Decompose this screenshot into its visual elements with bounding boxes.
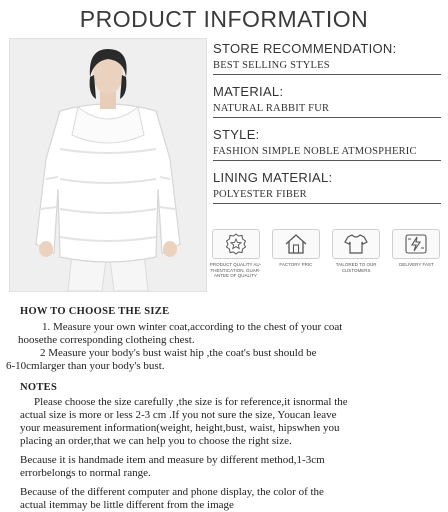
badge-factory-price: [268, 229, 323, 285]
size-guide-line: hoosethe corresponding clotheing chest.: [18, 334, 195, 346]
feature-badges: [208, 229, 444, 285]
shirt-icon: [344, 233, 368, 255]
notes-line: Because of the different computer and phone display, the color of the: [20, 486, 324, 498]
info-label: STORE RECOMMENDATION:: [213, 41, 397, 56]
page-title: PRODUCT INFORMATION: [79, 6, 369, 32]
product-info-list: [213, 40, 441, 212]
info-style: [213, 126, 441, 161]
info-label: STYLE:: [213, 127, 260, 142]
size-guide-line: 6-10cmlarger than your body's bust.: [6, 360, 165, 372]
model-wearing-fur-coat-image: [10, 39, 206, 291]
info-value: FASHION SIMPLE NOBLE ATMOSPHERIC: [213, 144, 441, 161]
notes-line: Please choose the size carefully ,the size is for reference,it isnormal the: [34, 396, 348, 408]
badge-delivery: [389, 229, 444, 285]
badge-tailored: [329, 229, 384, 285]
product-photo: [9, 38, 207, 292]
badge-label: TAILORED TO OUR CUSTOMERS: [335, 262, 377, 273]
star-seal-icon: [225, 233, 247, 255]
notes-title: NOTES: [20, 382, 58, 393]
size-guide-section: [6, 305, 444, 373]
notes-line: actual itemmay be little different from the image: [20, 499, 234, 511]
badge-label: PRODUCT QUALITY AU-THENTICATION. GUAR-ANTEE OF QUALITY: [209, 262, 262, 278]
notes-line: placing an order,that we can help you to choose the right size.: [20, 435, 292, 447]
size-guide-line: 2 Measure your body's bust waist hip ,the coat's bust should be: [40, 347, 317, 359]
info-material: [213, 83, 441, 118]
notes-line: actual size is more or less 2-3 cm .If you not sure the size, Youcan leave: [20, 409, 337, 421]
notes-line: errorbelongs to normal range.: [20, 467, 151, 479]
badge-quality: [208, 229, 263, 285]
badge-label: DELIVERY FAST: [399, 262, 434, 267]
notes-line: Because it is handmade item and measure by different method,1-3cm: [20, 454, 325, 466]
info-value: BEST SELLING STYLES: [213, 58, 441, 75]
info-value: NATURAL RABBIT FUR: [213, 101, 441, 118]
badge-label: FACTORY PRIC: [279, 262, 313, 267]
lightning-icon: [404, 233, 428, 255]
size-guide-line: 1. Measure your own winter coat,according to the chest of your coat: [42, 321, 343, 333]
info-value: POLYESTER FIBER: [213, 187, 441, 204]
factory-icon: [284, 233, 308, 255]
info-store-recommendation: [213, 40, 441, 75]
notes-line: your measurement information(weight, height,bust, waist, hipswhen you: [20, 422, 340, 434]
info-lining-material: [213, 169, 441, 204]
notes-section: [6, 381, 444, 512]
info-label: LINING MATERIAL:: [213, 170, 333, 185]
size-guide-title: HOW TO CHOOSE THE SIZE: [20, 306, 170, 317]
info-label: MATERIAL:: [213, 84, 284, 99]
